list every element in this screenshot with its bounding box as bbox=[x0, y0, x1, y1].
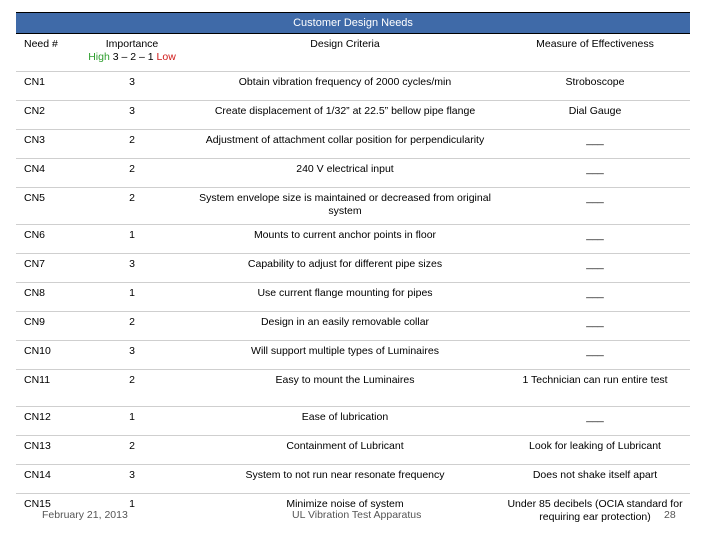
header-importance-label: Importance bbox=[106, 38, 159, 50]
need-id: CN1 bbox=[16, 72, 74, 101]
measure-of-effectiveness: Does not shake itself apart bbox=[500, 465, 690, 494]
table-title: Customer Design Needs bbox=[16, 13, 690, 34]
table-row bbox=[16, 341, 690, 370]
design-criterion: Use current flange mounting for pipes bbox=[190, 283, 500, 312]
measure-of-effectiveness: Stroboscope bbox=[500, 72, 690, 101]
header-importance bbox=[74, 34, 190, 72]
importance-value: 3 bbox=[74, 72, 190, 101]
design-criterion: 240 V electrical input bbox=[190, 159, 500, 188]
design-criterion: Mounts to current anchor points in floor bbox=[190, 225, 500, 254]
importance-high-label: High bbox=[88, 51, 110, 63]
importance-low-label: Low bbox=[157, 51, 176, 63]
importance-value: 1 bbox=[74, 283, 190, 312]
table-row bbox=[16, 225, 690, 254]
table-row bbox=[16, 188, 690, 225]
table-row bbox=[16, 465, 690, 494]
footer-date: February 21, 2013 bbox=[42, 509, 128, 521]
design-criterion: System to not run near resonate frequency bbox=[190, 465, 500, 494]
design-criterion: Create displacement of 1/32” at 22.5” bellow pipe flange bbox=[190, 101, 500, 130]
need-id: CN2 bbox=[16, 101, 74, 130]
need-id: CN4 bbox=[16, 159, 74, 188]
measure-of-effectiveness: Dial Gauge bbox=[500, 101, 690, 130]
header-row bbox=[16, 34, 690, 72]
need-id: CN12 bbox=[16, 407, 74, 436]
design-criterion: Obtain vibration frequency of 2000 cycles/min bbox=[190, 72, 500, 101]
importance-value: 2 bbox=[74, 130, 190, 159]
table-row bbox=[16, 312, 690, 341]
table-row bbox=[16, 72, 690, 101]
importance-value: 1 bbox=[74, 407, 190, 436]
measure-of-effectiveness: ___ bbox=[500, 341, 690, 370]
measure-of-effectiveness: Under 85 decibels (OCIA standard for requiring ear protection) bbox=[500, 494, 690, 548]
header-need: Need # bbox=[16, 34, 74, 72]
table-row bbox=[16, 130, 690, 159]
design-criterion: Minimize noise of system bbox=[190, 494, 500, 548]
page-number: 28 bbox=[664, 509, 676, 521]
importance-value: 3 bbox=[74, 465, 190, 494]
importance-value: 3 bbox=[74, 254, 190, 283]
measure-of-effectiveness: ___ bbox=[500, 130, 690, 159]
design-criterion: System envelope size is maintained or decreased from original system bbox=[190, 188, 500, 225]
importance-value: 2 bbox=[74, 436, 190, 465]
need-id: CN13 bbox=[16, 436, 74, 465]
need-id: CN11 bbox=[16, 370, 74, 407]
importance-value: 2 bbox=[74, 188, 190, 225]
header-measure: Measure of Effectiveness bbox=[500, 34, 690, 72]
need-id: CN15 bbox=[16, 494, 74, 548]
design-criterion: Containment of Lubricant bbox=[190, 436, 500, 465]
importance-value: 3 bbox=[74, 101, 190, 130]
need-id: CN8 bbox=[16, 283, 74, 312]
need-id: CN5 bbox=[16, 188, 74, 225]
design-needs-table bbox=[16, 12, 690, 548]
measure-of-effectiveness: ___ bbox=[500, 254, 690, 283]
footer-title: UL Vibration Test Apparatus bbox=[292, 509, 421, 521]
measure-of-effectiveness: ___ bbox=[500, 225, 690, 254]
need-id: CN6 bbox=[16, 225, 74, 254]
importance-value: 2 bbox=[74, 370, 190, 407]
design-criterion: Adjustment of attachment collar position for perpendicularity bbox=[190, 130, 500, 159]
importance-value: 1 bbox=[74, 494, 190, 548]
need-id: CN7 bbox=[16, 254, 74, 283]
need-id: CN3 bbox=[16, 130, 74, 159]
measure-of-effectiveness: ___ bbox=[500, 283, 690, 312]
need-id: CN14 bbox=[16, 465, 74, 494]
design-criterion: Ease of lubrication bbox=[190, 407, 500, 436]
measure-of-effectiveness: ___ bbox=[500, 188, 690, 225]
table-row bbox=[16, 436, 690, 465]
table-row bbox=[16, 283, 690, 312]
measure-of-effectiveness: ___ bbox=[500, 159, 690, 188]
measure-of-effectiveness: Look for leaking of Lubricant bbox=[500, 436, 690, 465]
importance-value: 1 bbox=[74, 225, 190, 254]
design-criterion: Easy to mount the Luminaires bbox=[190, 370, 500, 407]
need-id: CN10 bbox=[16, 341, 74, 370]
design-criterion: Capability to adjust for different pipe sizes bbox=[190, 254, 500, 283]
importance-scale: 3 – 2 – 1 bbox=[113, 51, 154, 63]
importance-value: 3 bbox=[74, 341, 190, 370]
table-row bbox=[16, 407, 690, 436]
table-row bbox=[16, 254, 690, 283]
design-criterion: Design in an easily removable collar bbox=[190, 312, 500, 341]
header-criteria: Design Criteria bbox=[190, 34, 500, 72]
design-criterion: Will support multiple types of Luminaires bbox=[190, 341, 500, 370]
importance-value: 2 bbox=[74, 312, 190, 341]
table-row bbox=[16, 159, 690, 188]
measure-of-effectiveness: 1 Technician can run entire test bbox=[500, 370, 690, 407]
table-row bbox=[16, 370, 690, 407]
measure-of-effectiveness: ___ bbox=[500, 312, 690, 341]
table-row bbox=[16, 101, 690, 130]
measure-of-effectiveness: ___ bbox=[500, 407, 690, 436]
need-id: CN9 bbox=[16, 312, 74, 341]
importance-value: 2 bbox=[74, 159, 190, 188]
